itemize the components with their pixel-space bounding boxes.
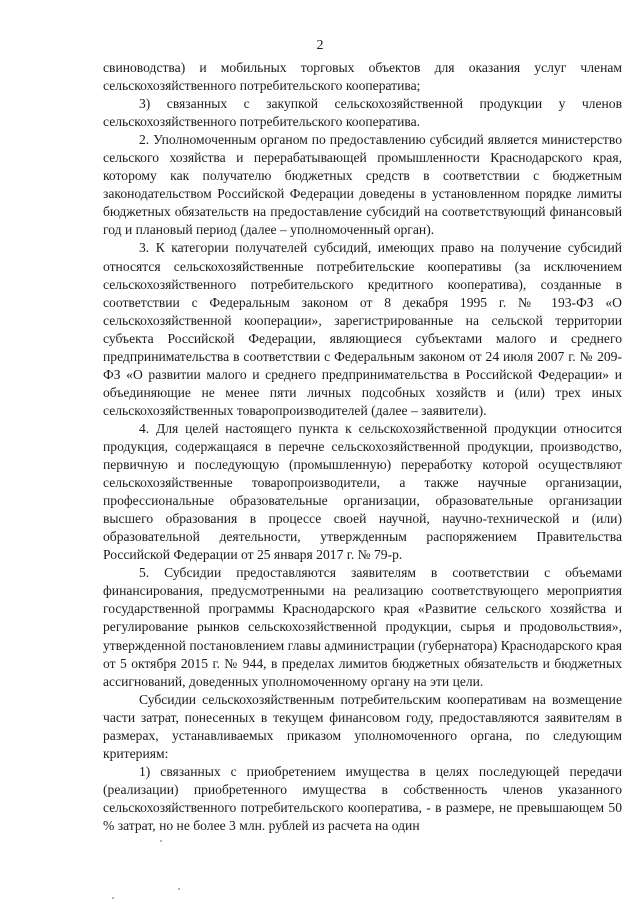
document-body bbox=[103, 59, 622, 835]
criterion-1-paragraph: 1) связанных с приобретением имущества в целях последующей передачи (реализации) приобретенного имущества в собственность членов указанного сельскохозяйственного потребительского кооператива, - в размере, не превышающем 50 % затрат, но не более 3 млн. рублей из расчета на один bbox=[103, 763, 622, 833]
scan-speck bbox=[160, 840, 162, 842]
point-5-paragraph: 5. Субсидии предоставляются заявителям в соответствии с объемами финансирования, предусмотренными на реализацию соответствующего мероприятия государственной программы Краснодарского края «Развитие сельского хозяйства и регулирование рынков сельскохозяйственной продукции, сырья и продовольствия», утвержденной постановлением главы администрации (губернатора) Краснодарского края от 5 октября 2015 г. № 944, в пределах лимитов бюджетных обязательств и бюджетных ассигнований, доведенных уполномоченному органу на эти цели. bbox=[103, 565, 622, 689]
point-4-paragraph: 4. Для целей настоящего пункта к сельскохозяйственной продукции относится продукция, содержащаяся в перечне сельскохозяйственной продукции, производство, первичную и последующую (промышленную) переработку которой осуществляют сельскохозяйственные товаропроизводители, а также научные организации, профессиональные образовательные организации, образовательные организации высшего образования в процессе своей научной, научно-технической и (или) образовательной деятельности, утвержденным распоряжением Правительства Российской Федерации от 25 января 2017 г. № 79-р. bbox=[103, 420, 622, 563]
continuation-paragraph: свиноводства) и мобильных торговых объектов для оказания услуг членам сельскохозяйственного потребительского кооператива; bbox=[103, 60, 622, 94]
scan-speck bbox=[112, 897, 114, 899]
item-3-paragraph: 3) связанных с закупкой сельскохозяйственной продукции у членов сельскохозяйственного потребительского кооператива. bbox=[103, 96, 622, 130]
scan-speck bbox=[178, 888, 180, 890]
page-number: 2 bbox=[316, 38, 324, 53]
point-2-paragraph: 2. Уполномоченным органом по предоставлению субсидий является министерство сельского хозяйства и перерабатывающей промышленности Краснодарского края, которому как получателю бюджетных средств в соответствии с бюджетным законодательством Российской Федерации доведены в установленном порядке лимиты бюджетных обязательств на предоставление субсидий на соответствующий финансовый год и плановый период (далее – уполномоченный орган). bbox=[103, 132, 622, 238]
subsidies-intro-paragraph: Субсидии сельскохозяйственным потребительским кооперативам на возмещение части затрат, понесенных в текущем финансовом году, предоставляются заявителям в размерах, устанавливаемых приказом уполномоченного органа, по следующим критериям: bbox=[103, 691, 622, 761]
point-3-paragraph: 3. К категории получателей субсидий, имеющих право на получение субсидий относятся сельскохозяйственные потребительские кооперативы (за исключением сельскохозяйственного потребительского кредитного кооператива), созданные в соответствии с Федеральным законом от 8 декабря 1995 г. № 193-ФЗ «О сельскохозяйственной кооперации», зарегистрированные на сельской территории субъекта Российской Федерации, являющиеся субъектами малого и среднего предпринимательства в соответствии с Федеральным законом от 24 июля 2007 г. № 209-ФЗ «О развитии малого и среднего предпринимательства в Российской Федерации» и объединяющие не менее пяти личных подсобных хозяйств и (или) трех иных сельскохозяйственных товаропроизводителей (далее – заявители). bbox=[103, 240, 622, 418]
